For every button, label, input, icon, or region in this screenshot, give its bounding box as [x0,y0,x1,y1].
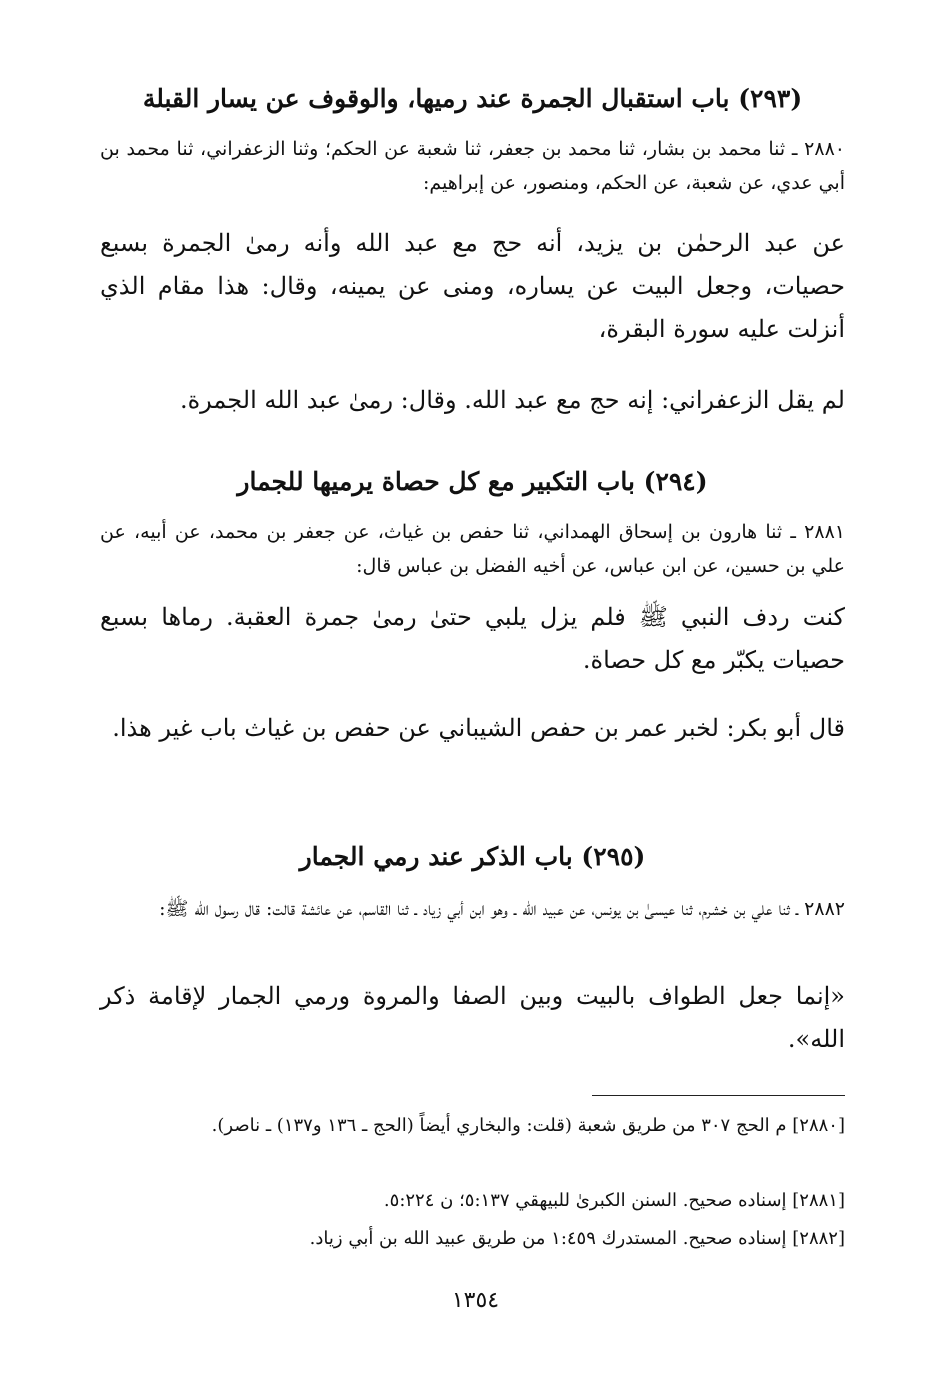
hadith-2881-isnad: ٢٨٨١ ـ ثنا هارون بن إسحاق الهمداني، ثنا حفص بن غياث، عن جعفر بن محمد، عن أبيه، عن علي بن حسين، عن ابن عباس، عن أخيه الفضل بن عباس قال: [100,521,845,577]
hadith-2880-matn: عن عبد الرحمٰن بن يزيد، أنه حج مع عبد الله وأنه رمىٰ الجمرة بسبع حصيات، وجعل البيت عن يساره، ومنى عن يمينه، وقال: هذا مقام الذي أنزلت عليه سورة البقرة، [100,229,846,343]
hadith-2882-isnad: ٢٨٨٢ ـ ثنا علي بن خشرم، ثنا عيسىٰ بن يونس، عن عبيد الله ـ وهو ابن أبي زياد ـ ثنا القاسم، عن عائشة قالت: قال رسول الله ﷺ: [159,898,845,920]
chapter-heading-293: (٢٩٣) باب استقبال الجمرة عند رميها، والوقوف عن يسار القبلة [142,84,803,113]
chapter-heading-294: (٢٩٤) باب التكبير مع كل حصاة يرميها للجمار [237,467,708,496]
footnote-2882: [٢٨٨٢] إسناده صحيح. المستدرك ١:٤٥٩ من طريق عبيد الله بن أبي زياد. [309,1228,845,1249]
hadith-2880-isnad: ٢٨٨٠ ـ ثنا محمد بن بشار، ثنا محمد بن جعفر، ثنا شعبة عن الحكم؛ وثنا الزعفراني، ثنا محمد بن أبي عدي، عن شعبة، عن الحكم، ومنصور، عن إبراهيم: [100,138,845,194]
hadith-2881-matn: كنت ردف النبي ﷺ فلم يزل يلبي حتىٰ رمىٰ جمرة العقبة. رماها بسبع حصيات يكبّر مع كل حصاة. [100,603,845,674]
chapter-heading-295: (٢٩٥) باب الذكر عند رمي الجمار [299,842,646,871]
footnote-2881: [٢٨٨١] إسناده صحيح. السنن الكبرىٰ للبيهقي ٥:١٣٧؛ ن ٥:٢٢٤. [383,1190,845,1211]
page-number: ١٣٥٤ [451,1288,500,1313]
hadith-2881-comment: قال أبو بكر: لخبر عمر بن حفص الشيباني عن حفص بن غياث باب غير هذا. [112,714,845,742]
hadith-2880-comment: لم يقل الزعفراني: إنه حج مع عبد الله. وقال: رمىٰ عبد الله الجمرة. [179,386,845,414]
hadith-2882-matn: «إنما جعل الطواف بالبيت وبين الصفا والمروة ورمي الجمار لإقامة ذكر الله». [100,982,845,1053]
footnote-divider [592,1095,845,1096]
footnote-2880: [٢٨٨٠] م الحج ٣٠٧ من طريق شعبة (قلت: والبخاري أيضاً (الحج ـ ١٣٦ و١٣٧) ـ ناصر). [211,1115,845,1136]
